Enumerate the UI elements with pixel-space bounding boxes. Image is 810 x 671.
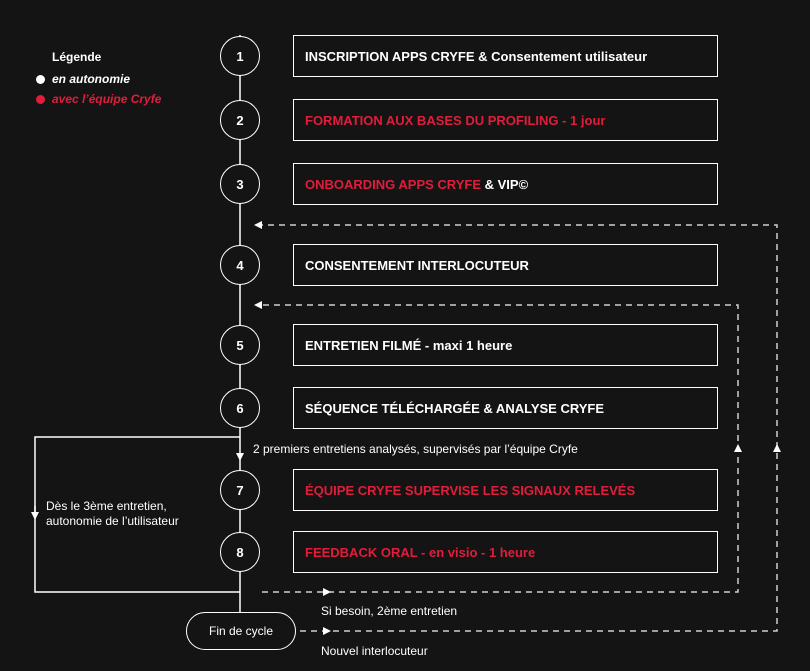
step-5-text: ENTRETIEN FILMÉ - maxi 1 heure <box>305 337 513 353</box>
legend-label-autonomy: en autonomie <box>52 72 131 86</box>
step-2-text: FORMATION AUX BASES DU PROFILING - 1 jour <box>305 112 606 128</box>
second-interview-note: Si besoin, 2ème entretien <box>321 604 458 618</box>
autonomy-note <box>46 499 179 529</box>
step-box-2 <box>293 99 718 141</box>
step-7-text: ÉQUIPE CRYFE SUPERVISE LES SIGNAUX RELEVÉS <box>305 482 636 498</box>
second-interview-right-arrow <box>323 588 331 596</box>
new-contact-left-arrow <box>254 221 262 229</box>
step-node-1: 1 <box>220 36 260 76</box>
step-3-text-white: & VIP© <box>481 176 529 192</box>
step-node-4: 4 <box>220 245 260 285</box>
legend-item-autonomy <box>36 72 130 86</box>
step-node-6: 6 <box>220 388 260 428</box>
step-box-8 <box>293 531 718 573</box>
step-box-1 <box>293 35 718 77</box>
legend-title: Légende <box>52 50 102 64</box>
supervised-note: 2 premiers entretiens analysés, supervisés par l’équipe Cryfe <box>253 442 578 456</box>
step-box-4 <box>293 244 718 286</box>
new-contact-right-arrow <box>323 627 331 635</box>
step-box-3 <box>293 163 718 205</box>
step-3-text-red: ONBOARDING APPS CRYFE <box>305 176 481 192</box>
legend-item-team <box>36 92 161 106</box>
step-node-5: 5 <box>220 325 260 365</box>
step-box-5 <box>293 324 718 366</box>
new-contact-note: Nouvel interlocuteur <box>321 644 428 658</box>
step-node-2: 2 <box>220 100 260 140</box>
step-box-7 <box>293 469 718 511</box>
step-node-3: 3 <box>220 164 260 204</box>
step-6-text: SÉQUENCE TÉLÉCHARGÉE & ANALYSE CRYFE <box>305 400 605 416</box>
step-node-8: 8 <box>220 532 260 572</box>
red-dot-icon <box>36 95 45 104</box>
autonomy-note-line2: autonomie de l’utilisateur <box>46 514 179 528</box>
step-1-text: INSCRIPTION APPS CRYFE & Consentement utilisateur <box>305 48 648 64</box>
autonomy-note-line1: Dès le 3ème entretien, <box>46 499 167 513</box>
step-box-6 <box>293 387 718 429</box>
legend-label-team: avec l’équipe Cryfe <box>52 92 162 106</box>
end-of-cycle-pill: Fin de cycle <box>186 612 296 650</box>
white-dot-icon <box>36 75 45 84</box>
second-interview-left-arrow <box>254 301 262 309</box>
new-contact-up-arrow <box>773 444 781 452</box>
step-8-text: FEEDBACK ORAL - en visio - 1 heure <box>305 544 536 560</box>
supervised-down-arrow <box>236 453 244 461</box>
step-node-7: 7 <box>220 470 260 510</box>
step-4-text: CONSENTEMENT INTERLOCUTEUR <box>305 257 529 273</box>
second-interview-up-arrow <box>734 444 742 452</box>
